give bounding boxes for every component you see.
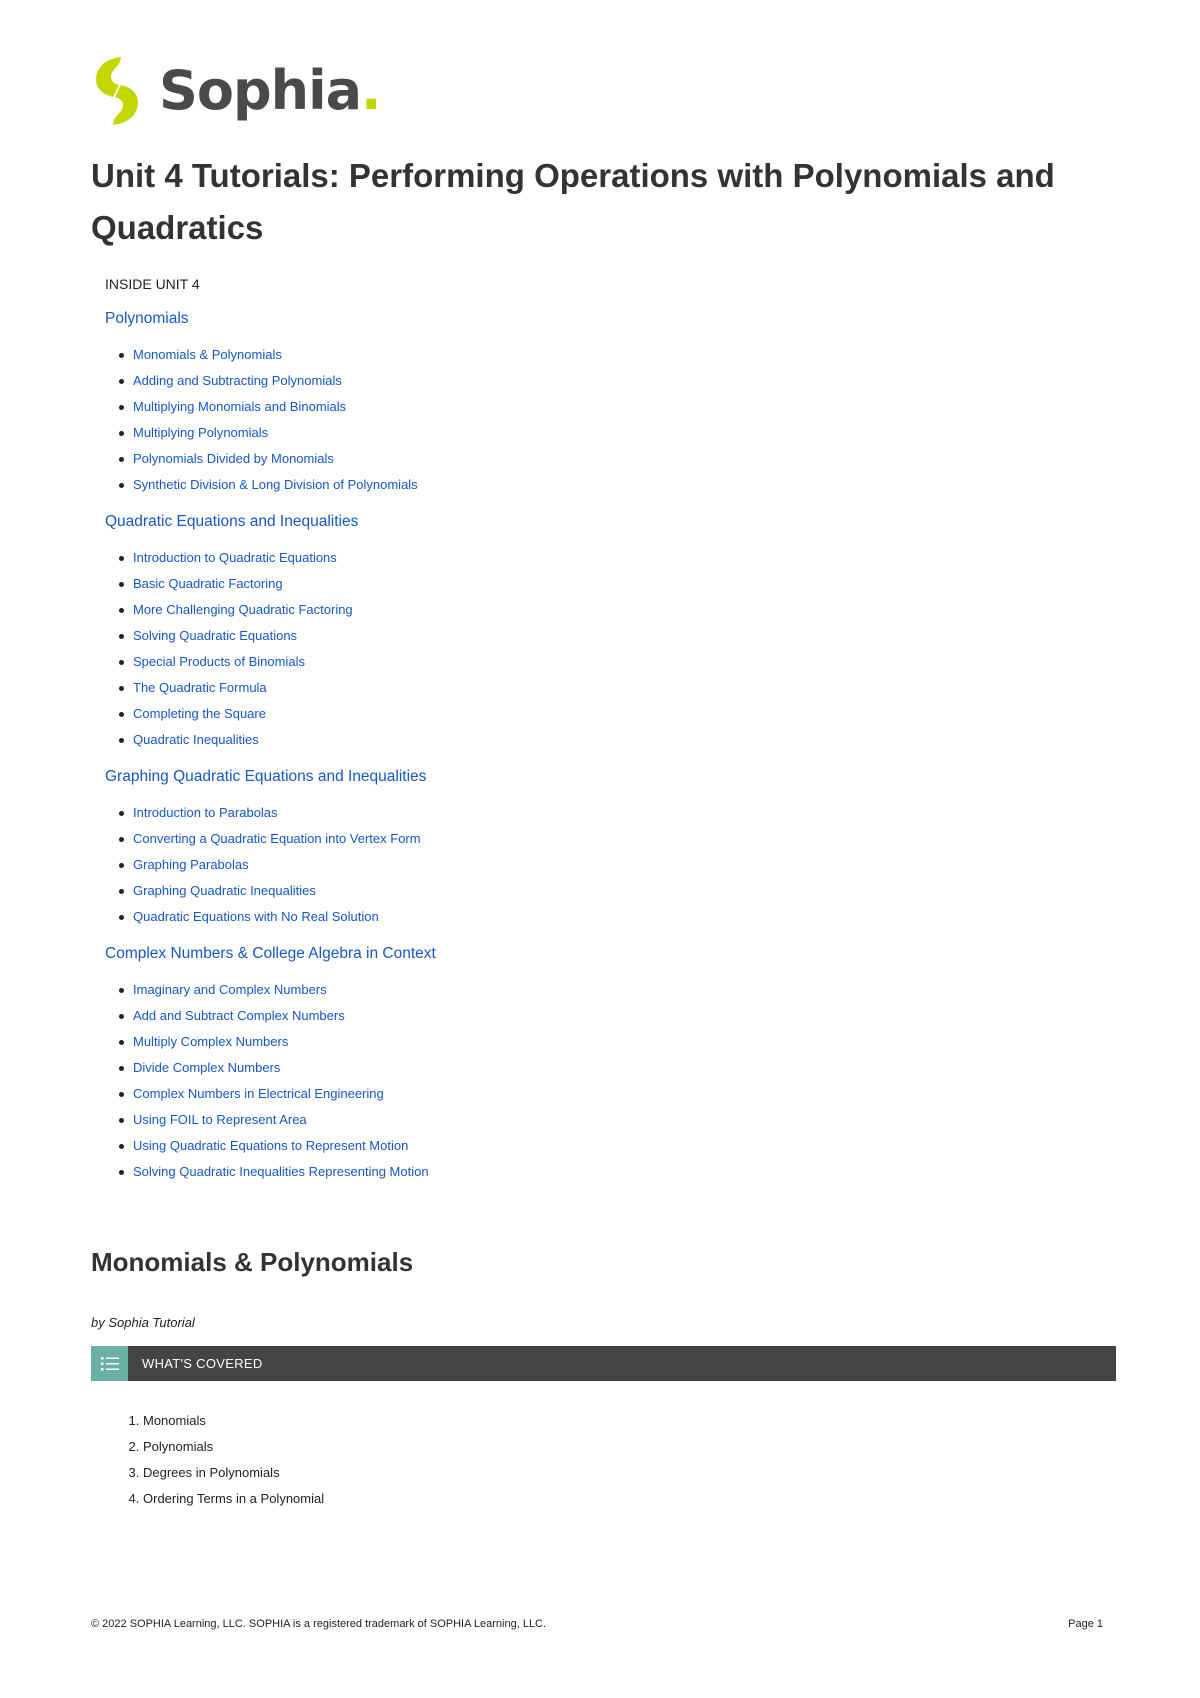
toc-item-link[interactable]: Monomials & Polynomials <box>119 342 1005 368</box>
toc-item-link[interactable]: Quadratic Inequalities <box>119 727 1005 753</box>
toc-section-link[interactable]: Polynomials <box>105 310 189 327</box>
byline: by Sophia Tutorial <box>91 1315 195 1330</box>
toc-item-link[interactable]: Completing the Square <box>119 701 1005 727</box>
tutorial-title: Monomials & Polynomials <box>91 1247 414 1277</box>
list-icon <box>91 1346 128 1381</box>
toc-item-link[interactable]: Solving Quadratic Inequalities Representing Motion <box>119 1159 1005 1185</box>
whats-covered-bar <box>91 1346 1116 1381</box>
footer-copyright: © 2022 SOPHIA Learning, LLC. SOPHIA is a registered trademark of SOPHIA Learning, LLC. <box>91 1618 547 1630</box>
toc-section-list <box>105 545 1005 753</box>
document-title: Unit 4 Tutorials: Performing Operations with Polynomials and Quadratics <box>91 157 1055 246</box>
toc-item-link[interactable]: Using Quadratic Equations to Represent Motion <box>119 1133 1005 1159</box>
toc-item-link[interactable]: More Challenging Quadratic Factoring <box>119 597 1005 623</box>
toc-item-link[interactable]: Graphing Parabolas <box>119 852 1005 878</box>
toc-item-link[interactable]: Polynomials Divided by Monomials <box>119 446 1005 472</box>
toc-item-link[interactable]: Multiplying Monomials and Binomials <box>119 394 1005 420</box>
toc-item-link[interactable]: Synthetic Division & Long Division of Polynomials <box>119 472 1005 498</box>
whats-covered-label: WHAT'S COVERED <box>142 1356 263 1371</box>
toc-item-link[interactable]: Introduction to Quadratic Equations <box>119 545 1005 571</box>
sophia-leaf-icon <box>91 55 143 127</box>
covered-item: 4. Ordering Terms in a Polynomial <box>143 1486 324 1512</box>
toc-item-link[interactable]: Quadratic Equations with No Real Solution <box>119 904 1005 930</box>
toc-item-link[interactable]: Solving Quadratic Equations <box>119 623 1005 649</box>
covered-item: 1. Monomials <box>143 1408 324 1434</box>
toc-section-link[interactable]: Complex Numbers & College Algebra in Context <box>105 945 436 962</box>
sophia-logo <box>91 55 381 127</box>
toc-item-link[interactable]: Imaginary and Complex Numbers <box>119 977 1005 1003</box>
toc-item-link[interactable]: Using FOIL to Represent Area <box>119 1107 1005 1133</box>
covered-item: 2. Polynomials <box>143 1434 324 1460</box>
covered-item: 3. Degrees in Polynomials <box>143 1460 324 1486</box>
toc-item-link[interactable]: Multiplying Polynomials <box>119 420 1005 446</box>
toc-section-list <box>105 800 1005 930</box>
toc-item-link[interactable]: Converting a Quadratic Equation into Vertex Form <box>119 826 1005 852</box>
toc-item-link[interactable]: Complex Numbers in Electrical Engineering <box>119 1081 1005 1107</box>
footer-page-number: Page 1 <box>1068 1618 1103 1630</box>
toc-item-link[interactable]: Special Products of Binomials <box>119 649 1005 675</box>
toc-section-link[interactable]: Quadratic Equations and Inequalities <box>105 513 359 530</box>
toc-section-list <box>105 342 1005 498</box>
toc-item-link[interactable]: Add and Subtract Complex Numbers <box>119 1003 1005 1029</box>
toc-item-link[interactable]: The Quadratic Formula <box>119 675 1005 701</box>
logo-wordmark: Sophia. <box>159 59 381 122</box>
toc-item-link[interactable]: Adding and Subtracting Polynomials <box>119 368 1005 394</box>
toc-heading: INSIDE UNIT 4 <box>105 276 200 292</box>
toc-section-link[interactable]: Graphing Quadratic Equations and Inequalities <box>105 768 427 785</box>
toc-item-link[interactable]: Basic Quadratic Factoring <box>119 571 1005 597</box>
toc-item-link[interactable]: Introduction to Parabolas <box>119 800 1005 826</box>
toc-item-link[interactable]: Graphing Quadratic Inequalities <box>119 878 1005 904</box>
toc-sections <box>105 308 1005 1185</box>
toc-section-list <box>105 977 1005 1185</box>
whats-covered-list <box>91 1408 324 1512</box>
unit-contents <box>105 274 1005 1198</box>
toc-item-link[interactable]: Multiply Complex Numbers <box>119 1029 1005 1055</box>
toc-item-link[interactable]: Divide Complex Numbers <box>119 1055 1005 1081</box>
